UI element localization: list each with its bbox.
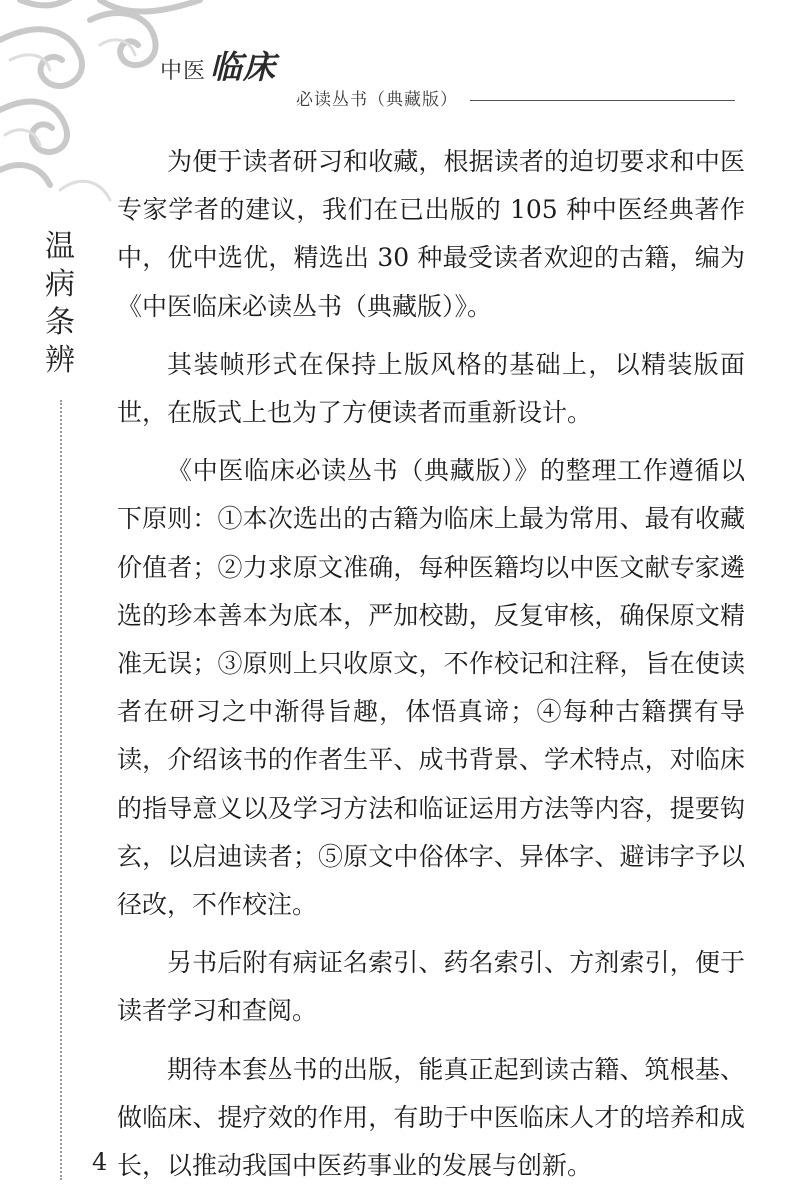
side-dotted-rule [60, 400, 62, 1180]
paragraph: 《中医临床必读丛书（典藏版）》的整理工作遵循以下原则：①本次选出的古籍为临床上最为常用、最有收藏价值者；②力求原文准确，每种医籍均以中医文献专家遴选的珍本善本为底本，严加校勘，反复审核，确保原文精准无误；③原则上只收原文，不作校记和注释，旨在使读者在研习之中渐得旨趣，体悟真谛；④每种古籍撰有导读，介绍该书的作者生平、成书背景、学术特点，对临床的指导意义以及学习方法和临证运用方法等内容，提要钩玄，以启迪读者；⑤原文中俗体字、异体字、避讳字予以径改，不作校注。 [117, 456, 745, 920]
paragraph: 为便于读者研习和收藏，根据读者的迫切要求和中医专家学者的建议，我们在已出版的 105 种中医经典著作中，优中选优，精选出 30 种最受读者欢迎的古籍，编为《中医临床必读丛书（典藏版）》。 [117, 147, 745, 321]
paragraph: 期待本套丛书的出版，能真正起到读古籍、筑根基、做临床、提疗效的作用，有助于中医临床人才的培养和成长，以推动我国中医药事业的发展与创新。 [117, 1054, 745, 1181]
series-subtitle: 必读丛书（典藏版） [296, 90, 458, 110]
side-title-char: 辨 [45, 343, 75, 378]
paragraph: 其装帧形式在保持上版风格的基础上，以精装版面世，在版式上也为了方便读者而重新设计。 [117, 349, 745, 428]
book-side-title [40, 228, 80, 380]
side-title-char: 条 [45, 305, 75, 340]
series-title-main: 临床 [210, 48, 277, 86]
body-text [117, 138, 745, 1200]
side-title-char: 温 [45, 229, 75, 264]
series-title-prefix: 中医 [160, 59, 207, 84]
series-title [160, 42, 276, 88]
header-rule [470, 100, 735, 101]
side-title-char: 病 [45, 267, 75, 302]
page-number: 4 [92, 1148, 108, 1176]
paragraph: 另书后附有病证名索引、药名索引、方剂索引，便于读者学习和查阅。 [117, 948, 745, 1026]
